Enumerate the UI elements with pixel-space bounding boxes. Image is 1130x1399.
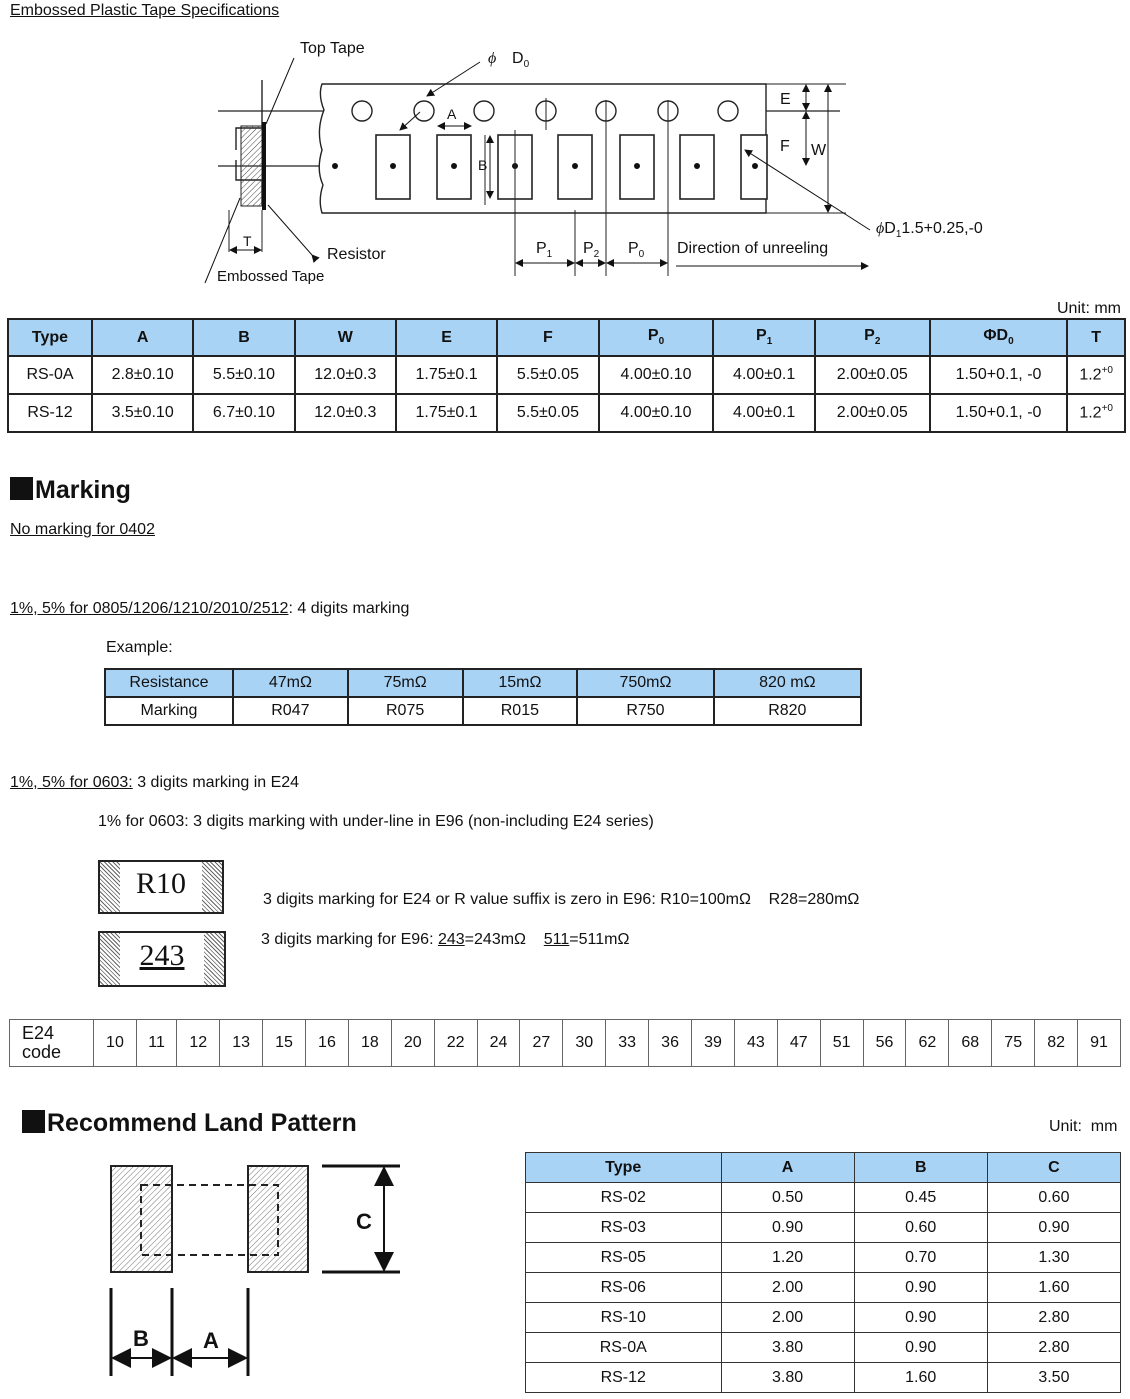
- e24-code-cell: 56: [863, 1020, 906, 1067]
- col-header: $P_0$: [599, 319, 714, 356]
- e24-code-cell: 16: [306, 1020, 349, 1067]
- e24-label-cell: E24 code: [10, 1020, 94, 1067]
- table-row: [526, 1183, 1121, 1213]
- e24-code-cell: 20: [391, 1020, 434, 1067]
- cell-a: 2.8±0.10: [92, 356, 193, 394]
- cell-t: $1.2^{+0}$: [1067, 394, 1125, 432]
- tape-unit-label: Unit: mm: [1057, 300, 1121, 317]
- b-label: B: [478, 157, 488, 173]
- cell: 3.80: [721, 1333, 854, 1363]
- cell: 3.80: [721, 1363, 854, 1393]
- w-label: W: [811, 142, 827, 159]
- table-row: [105, 669, 861, 697]
- a-label: A: [447, 106, 457, 122]
- col-header: $P_2$: [815, 319, 930, 356]
- cell-p0: 4.00±0.10: [599, 356, 714, 394]
- e24-code-cell: 18: [348, 1020, 391, 1067]
- e24-code-cell: 62: [906, 1020, 949, 1067]
- cell-p0: 4.00±0.10: [599, 394, 714, 432]
- col-header: F: [497, 319, 598, 356]
- land-b-label: B: [133, 1326, 149, 1351]
- col-header: B: [854, 1153, 987, 1183]
- cell: 1.30: [987, 1243, 1120, 1273]
- top-tape-label: Top Tape: [300, 40, 365, 57]
- cell: 2.80: [987, 1303, 1120, 1333]
- direction-label: Direction of unreeling: [677, 240, 829, 257]
- chip2-description: 3 digits marking for E96: 243=243mΩ 511=511mΩ: [261, 931, 630, 948]
- table-row: [526, 1303, 1121, 1333]
- row-label: Resistance: [105, 669, 233, 697]
- cell-w: 12.0±0.3: [295, 356, 396, 394]
- col-header: C: [987, 1153, 1120, 1183]
- tape-spec-table: [7, 318, 1126, 433]
- embossed-tape-label: Embossed Tape: [217, 268, 325, 285]
- example-label: Example:: [106, 639, 173, 656]
- e24-code-cell: 11: [136, 1020, 176, 1067]
- table-row: [8, 394, 1125, 432]
- tape-spec-title: Embossed Plastic Tape Specifications: [10, 2, 280, 19]
- col-header: T: [1067, 319, 1125, 356]
- e24-code-cell: 22: [434, 1020, 477, 1067]
- cell: 3.50: [987, 1363, 1120, 1393]
- cell: RS-10: [526, 1303, 722, 1333]
- cell: 820 mΩ: [714, 669, 861, 697]
- d1-label: $\phi D_11.5+0.25,-0$: [876, 220, 983, 241]
- e24-code-cell: 15: [263, 1020, 306, 1067]
- col-header: W: [295, 319, 396, 356]
- table-header-row: [8, 319, 1125, 356]
- cell: 0.90: [854, 1303, 987, 1333]
- e24-code-cell: 75: [992, 1020, 1035, 1067]
- cell-e: 1.75±0.1: [396, 356, 497, 394]
- t-label: T: [243, 233, 252, 249]
- col-header: A: [92, 319, 193, 356]
- e24-code-cell: 12: [177, 1020, 220, 1067]
- cell-p1: 4.00±0.1: [713, 356, 814, 394]
- e24-code-cell: 82: [1035, 1020, 1078, 1067]
- cell-f: 5.5±0.05: [497, 394, 598, 432]
- e24-code-cell: 24: [477, 1020, 520, 1067]
- cell-d0: 1.50+0.1, -0: [930, 394, 1068, 432]
- cell: R047: [233, 697, 348, 725]
- e24-code-cell: 33: [606, 1020, 649, 1067]
- cell: 750mΩ: [577, 669, 713, 697]
- cell: R750: [577, 697, 713, 725]
- cell: 0.50: [721, 1183, 854, 1213]
- p0-label: $P_0$: [628, 240, 645, 261]
- cell: 0.60: [854, 1213, 987, 1243]
- table-row: [526, 1213, 1121, 1243]
- row-label: Marking: [105, 697, 233, 725]
- cell: R820: [714, 697, 861, 725]
- col-header: Type: [8, 319, 92, 356]
- cell-t: $1.2^{+0}$: [1067, 356, 1125, 394]
- cell: R075: [348, 697, 463, 725]
- land-unit-label: Unit: mm: [1049, 1118, 1118, 1135]
- cell-b: 6.7±0.10: [193, 394, 294, 432]
- e24-code-cell: 43: [734, 1020, 777, 1067]
- col-header: Type: [526, 1153, 722, 1183]
- cell: 0.90: [721, 1213, 854, 1243]
- cell: 47mΩ: [233, 669, 348, 697]
- col-header: B: [193, 319, 294, 356]
- col-header: $\Phi D_0$: [930, 319, 1068, 356]
- chip-r10: [98, 860, 224, 914]
- cell: RS-0A: [526, 1333, 722, 1363]
- cell-a: 3.5±0.10: [92, 394, 193, 432]
- land-c-label: C: [356, 1209, 372, 1234]
- land-pattern-title: Recommend Land Pattern: [22, 1109, 357, 1138]
- chip-marking-text: R10: [135, 867, 186, 900]
- table-row: [526, 1363, 1121, 1393]
- e24-code-table: [9, 1019, 1121, 1067]
- cell: 2.00: [721, 1303, 854, 1333]
- cell: 0.90: [854, 1333, 987, 1363]
- e-label: E: [780, 91, 791, 108]
- table-row: [526, 1243, 1121, 1273]
- chip1-description: 3 digits marking for E24 or R value suffix is zero in E96: R10=100mΩ R28=280mΩ: [263, 891, 860, 908]
- cell: RS-12: [526, 1363, 722, 1393]
- table-row: [526, 1333, 1121, 1363]
- cell-type: RS-12: [8, 394, 92, 432]
- marking-title: Marking: [10, 476, 131, 505]
- p2-label: $P_2$: [583, 240, 600, 261]
- f-label: F: [780, 138, 790, 155]
- cell: 0.90: [854, 1273, 987, 1303]
- marking-example-table: [104, 668, 862, 726]
- cell: 2.80: [987, 1333, 1120, 1363]
- cell: 0.45: [854, 1183, 987, 1213]
- p1-label: $P_1$: [536, 240, 553, 261]
- cell-w: 12.0±0.3: [295, 394, 396, 432]
- table-header-row: [526, 1153, 1121, 1183]
- col-header: E: [396, 319, 497, 356]
- cell-d0: 1.50+0.1, -0: [930, 356, 1068, 394]
- cell: 0.70: [854, 1243, 987, 1273]
- cell: RS-06: [526, 1273, 722, 1303]
- table-row: [526, 1273, 1121, 1303]
- square-bullet-icon: [10, 477, 33, 500]
- three-digit-heading: 1%, 5% for 0603: 3 digits marking in E24: [10, 774, 300, 791]
- cell-p2: 2.00±0.05: [815, 394, 930, 432]
- e24-code-cell: 27: [520, 1020, 563, 1067]
- land-pattern-table: [525, 1152, 1121, 1393]
- cell: RS-05: [526, 1243, 722, 1273]
- cell: 1.20: [721, 1243, 854, 1273]
- cell: 1.60: [987, 1273, 1120, 1303]
- e24-code-cell: 10: [94, 1020, 137, 1067]
- cell: RS-03: [526, 1213, 722, 1243]
- table-row: [10, 1020, 1121, 1067]
- e24-code-cell: 30: [563, 1020, 606, 1067]
- cell-f: 5.5±0.05: [497, 356, 598, 394]
- e24-code-cell: 36: [649, 1020, 692, 1067]
- cell-p1: 4.00±0.1: [713, 394, 814, 432]
- table-row: [105, 697, 861, 725]
- cell: R015: [463, 697, 578, 725]
- e24-code-cell: 39: [692, 1020, 735, 1067]
- cell: 2.00: [721, 1273, 854, 1303]
- square-bullet-icon: [22, 1110, 45, 1133]
- col-header: A: [721, 1153, 854, 1183]
- phi-d0-symbol: ϕ: [488, 50, 497, 67]
- cell-e: 1.75±0.1: [396, 394, 497, 432]
- d0-label: $D_0$: [512, 50, 530, 71]
- four-digit-heading: 1%, 5% for 0805/1206/1210/2010/2512: 4 digits marking: [10, 600, 410, 617]
- e24-code-cell: 91: [1078, 1020, 1121, 1067]
- cell: 0.90: [987, 1213, 1120, 1243]
- col-header: $P_1$: [713, 319, 814, 356]
- cell-b: 5.5±0.10: [193, 356, 294, 394]
- cell: 75mΩ: [348, 669, 463, 697]
- e24-code-cell: 47: [777, 1020, 820, 1067]
- cell: 15mΩ: [463, 669, 578, 697]
- cell: RS-02: [526, 1183, 722, 1213]
- chip-243: [98, 931, 226, 987]
- e24-code-cell: 51: [820, 1020, 863, 1067]
- land-a-label: A: [203, 1328, 219, 1353]
- e24-code-cell: 68: [949, 1020, 992, 1067]
- no-marking-note: No marking for 0402: [10, 521, 155, 538]
- tape-diagram: [0, 0, 1130, 300]
- e96-note: 1% for 0603: 3 digits marking with under-line in E96 (non-including E24 series): [98, 813, 654, 830]
- chip-marking-text: 243: [139, 939, 185, 972]
- e24-code-cell: 13: [220, 1020, 263, 1067]
- table-row: [8, 356, 1125, 394]
- cell-type: RS-0A: [8, 356, 92, 394]
- resistor-label: Resistor: [327, 246, 386, 263]
- cell-p2: 2.00±0.05: [815, 356, 930, 394]
- cell: 0.60: [987, 1183, 1120, 1213]
- cell: 1.60: [854, 1363, 987, 1393]
